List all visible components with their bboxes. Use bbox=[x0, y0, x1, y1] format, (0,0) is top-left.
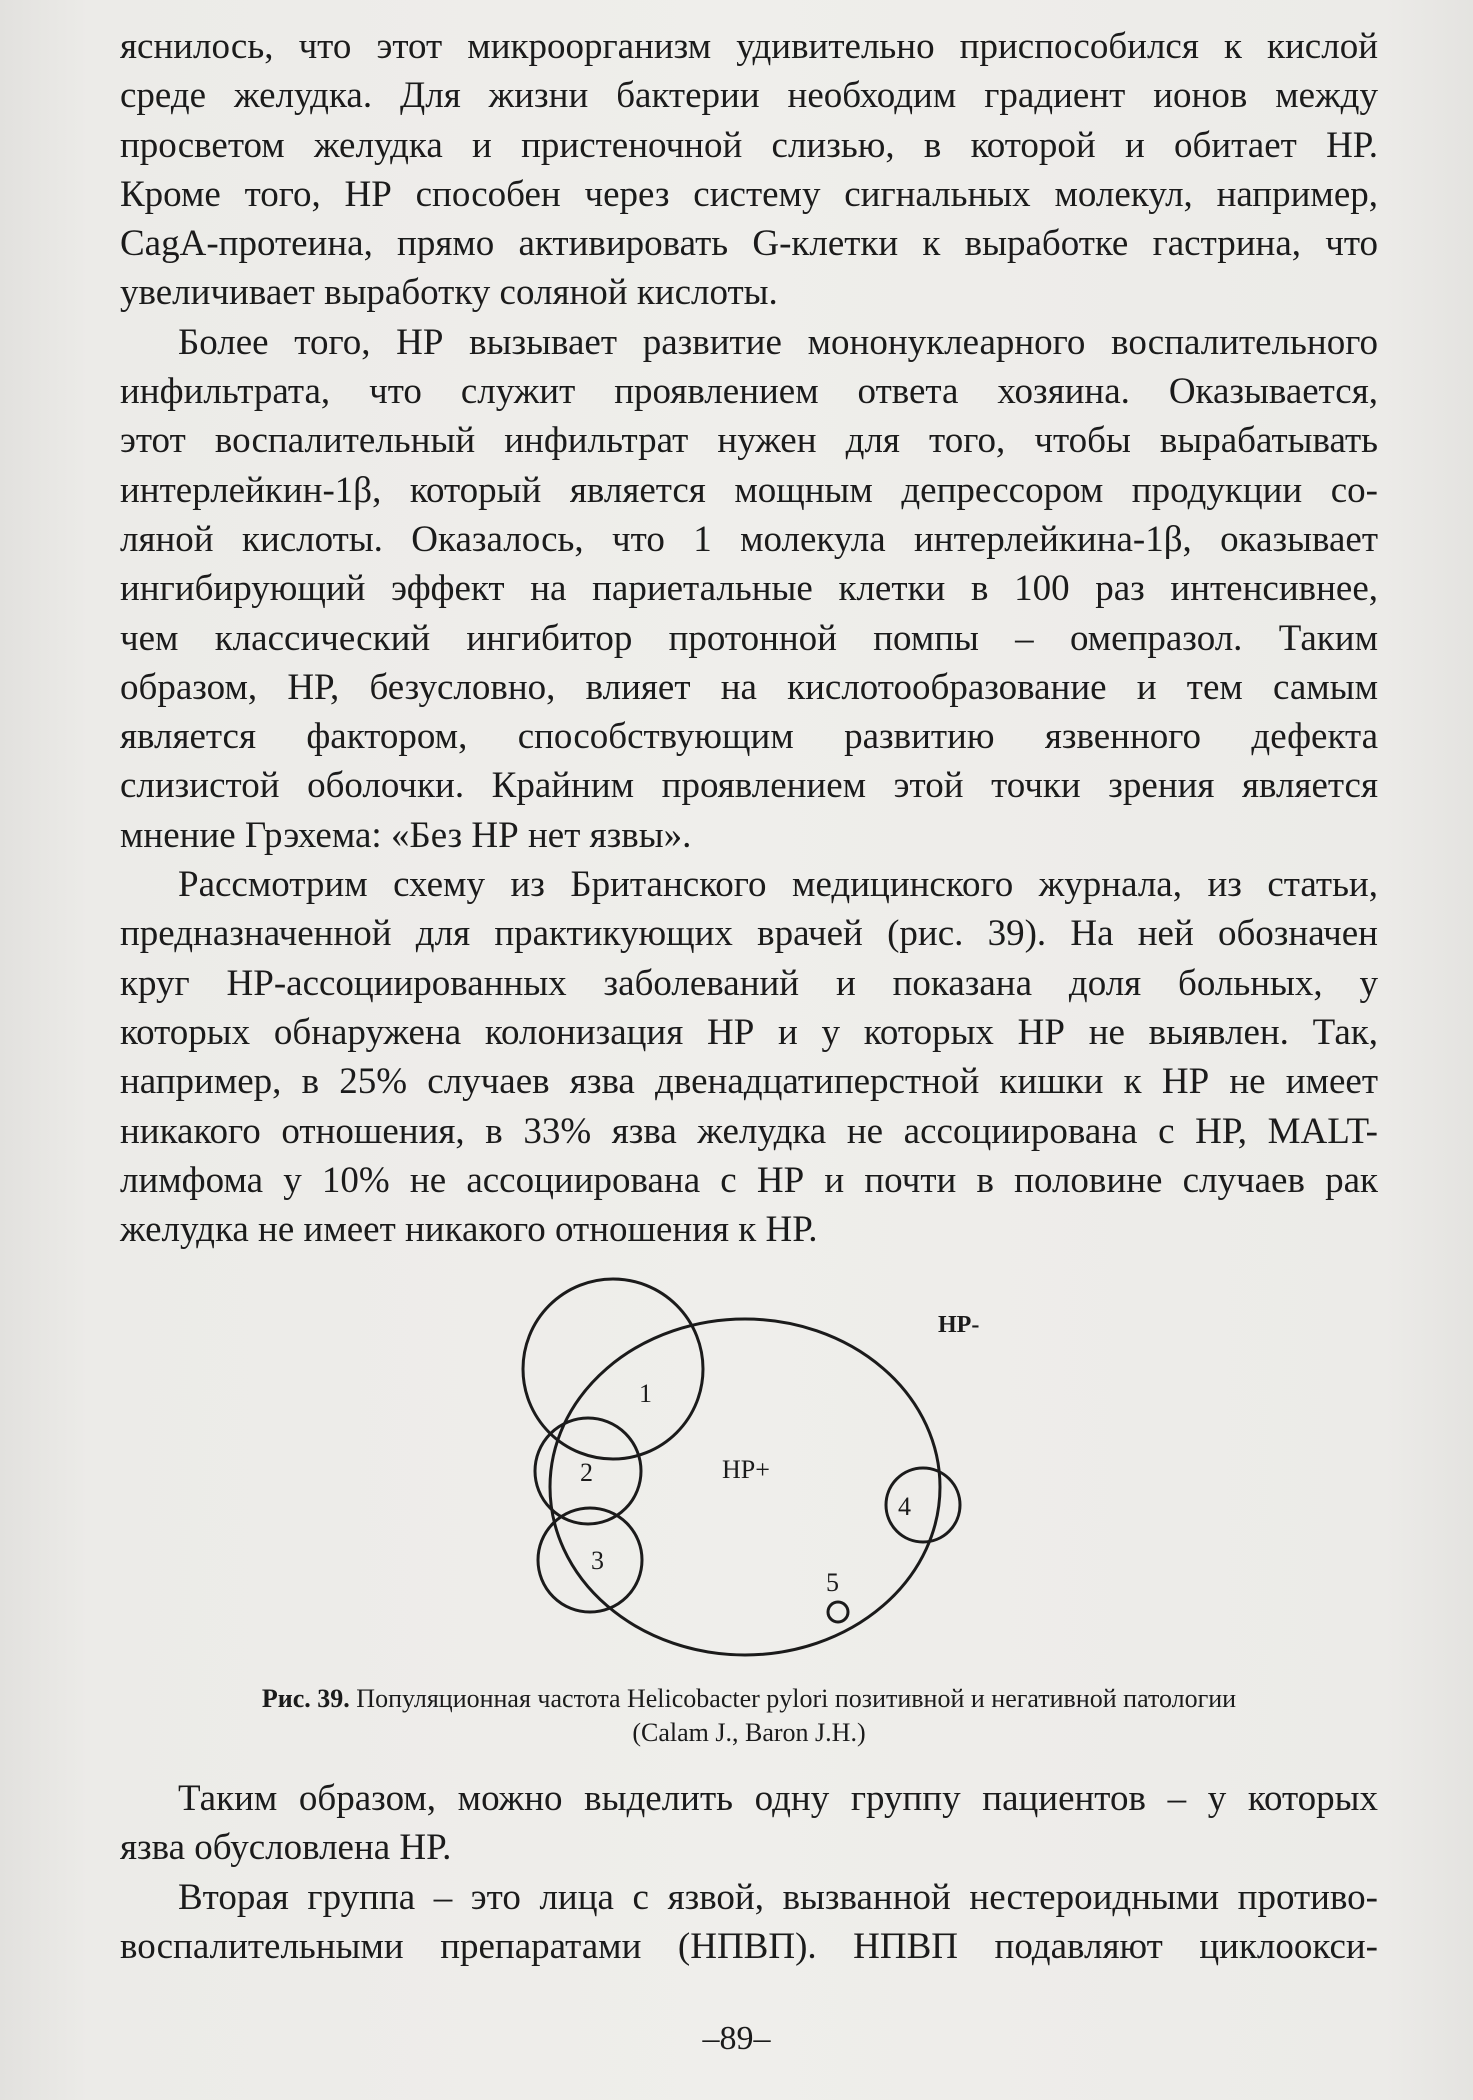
paragraph-2 bbox=[120, 318, 1378, 860]
label-3: 3 bbox=[591, 1546, 604, 1575]
lower-text bbox=[120, 1774, 1378, 1971]
text-line: Более того, НР вызывает развитие мононуклеарного воспалительного bbox=[178, 321, 1378, 363]
figure-caption bbox=[120, 1682, 1378, 1750]
text-line: инфильтрата, что служит проявлением ответа хозяина. Оказывается, bbox=[120, 371, 1378, 413]
text-line: никакого отношения, в 33% язва желудка не ассоциирована с НР, MALT- bbox=[120, 1110, 1378, 1152]
text-line: этот воспалительный инфильтрат нужен для того, чтобы вырабатывать bbox=[120, 420, 1378, 462]
caption-line-1 bbox=[120, 1682, 1378, 1716]
hp-population-circle bbox=[550, 1319, 940, 1655]
text-line: просветом желудка и пристеночной слизью, в которой и обитает НР. bbox=[120, 124, 1378, 166]
caption-line-2: (Calam J., Baron J.H.) bbox=[632, 1718, 866, 1747]
text-line: Таким образом, можно выделить одну группу пациентов – у которых bbox=[178, 1778, 1378, 1819]
text-line: круг НР-ассоциированных заболеваний и показана доля больных, у bbox=[120, 962, 1378, 1004]
text-line: Рассмотрим схему из Британского медицинского журнала, из статьи, bbox=[178, 864, 1378, 906]
text-line: Кроме того, НР способен через систему сигнальных молекул, например, bbox=[120, 173, 1378, 215]
text-line: среде желудка. Для жизни бактерии необходим градиент ионов между bbox=[120, 75, 1378, 117]
upper-text bbox=[120, 22, 1378, 1254]
paragraph-4 bbox=[120, 1774, 1378, 1873]
label-1: 1 bbox=[639, 1379, 652, 1408]
label-hp-positive: HP+ bbox=[722, 1455, 770, 1484]
text-line: слизистой оболочки. Крайним проявлением этой точки зрения является bbox=[120, 765, 1378, 807]
figure-39 bbox=[0, 1265, 1473, 1685]
text-line: ляной кислоты. Оказалось, что 1 молекула интерлейкина-1β, оказывает bbox=[120, 518, 1378, 560]
text-line: воспалительными препаратами (НПВП). НПВП подавляют циклоокси- bbox=[120, 1925, 1378, 1967]
text-line: увеличивает выработку соляной кислоты. bbox=[120, 272, 778, 314]
text-line: яснилось, что этот микроорганизм удивительно приспособился к кислой bbox=[120, 26, 1378, 67]
label-2: 2 bbox=[580, 1458, 593, 1487]
label-hp-negative: HP- bbox=[938, 1312, 980, 1338]
text-line: интерлейкин-1β, который является мощным депрессором продукции со- bbox=[120, 469, 1378, 511]
text-line: чем классический ингибитор протонной помпы – омепразол. Таким bbox=[120, 617, 1378, 659]
text-line: Вторая группа – это лица с язвой, вызванной нестероидными противо- bbox=[178, 1876, 1378, 1918]
label-4: 4 bbox=[898, 1492, 911, 1521]
page-number: –89– bbox=[702, 2020, 771, 2057]
text-line: лимфома у 10% не ассоциирована с НР и почти в половине случаев рак bbox=[120, 1159, 1378, 1201]
circle-5 bbox=[828, 1602, 848, 1622]
venn-diagram bbox=[0, 1265, 1473, 1685]
text-line: мнение Грэхема: «Без НР нет язвы». bbox=[120, 814, 692, 856]
paragraph-1 bbox=[120, 22, 1378, 318]
text-line: CagA-протеина, прямо активировать G-клетки к выработке гастрина, что bbox=[120, 223, 1378, 265]
caption-label: Рис. 39. bbox=[261, 1684, 350, 1713]
text-line: например, в 25% случаев язва двенадцатиперстной кишки к НР не имеет bbox=[120, 1061, 1378, 1103]
paragraph-3 bbox=[120, 860, 1378, 1254]
paragraph-5 bbox=[120, 1873, 1378, 1972]
text-line: образом, НР, безусловно, влияет на кислотообразование и тем самым bbox=[120, 666, 1378, 708]
text-line: предназначенной для практикующих врачей (рис. 39). На ней обозначен bbox=[120, 913, 1378, 955]
text-line: язва обусловлена НР. bbox=[120, 1827, 452, 1869]
text-line: ингибирующий эффект на париетальные клетки в 100 раз интенсивнее, bbox=[120, 568, 1378, 610]
text-line: которых обнаружена колонизация НР и у которых НР не выявлен. Так, bbox=[120, 1011, 1378, 1053]
caption-text: Популяционная частота Helicobacter pylori позитивной и негативной патологии bbox=[349, 1684, 1237, 1713]
text-line: является фактором, способствующим развитию язвенного дефекта bbox=[120, 716, 1378, 758]
label-5: 5 bbox=[826, 1568, 839, 1597]
text-line: желудка не имеет никакого отношения к НР. bbox=[120, 1209, 818, 1251]
